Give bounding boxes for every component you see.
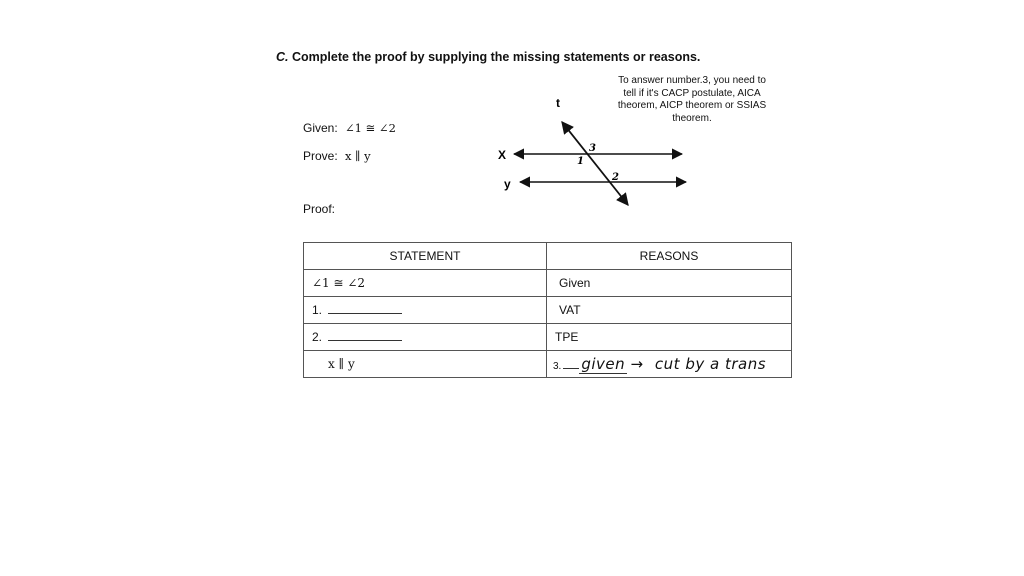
reason-cell	[547, 324, 792, 351]
line-x-label: X	[498, 148, 507, 162]
statement-cell	[304, 297, 547, 324]
given-label: Given:	[303, 121, 338, 135]
parallel-lines-diagram	[490, 92, 700, 217]
statement-cell: ∠1 ≅ ∠2	[304, 270, 547, 297]
note-line: To answer number.3, you need to	[618, 75, 766, 86]
note-line: theorem, AICP theorem or SSIAS	[617, 100, 767, 111]
handwritten-arrow: →	[630, 354, 644, 373]
table-row	[304, 351, 792, 378]
handwritten-answer: cut by a trans	[654, 354, 767, 373]
answer-blank[interactable]	[328, 304, 402, 314]
prove-expr: x ∥ y	[345, 149, 371, 163]
question-heading	[276, 50, 700, 64]
statement-cell	[304, 324, 547, 351]
angle-3-label: 3	[589, 143, 596, 154]
reason-text: Given	[559, 276, 591, 290]
answer-blank[interactable]	[563, 359, 579, 369]
proof-table	[303, 242, 792, 378]
table-row	[304, 297, 792, 324]
note-line: theorem.	[672, 112, 712, 124]
angle-1-label: 1	[577, 156, 584, 167]
reason-text: TPE	[555, 330, 579, 344]
transversal-t	[562, 122, 628, 205]
statement-header: STATEMENT	[304, 243, 547, 270]
prove-statement	[303, 149, 371, 163]
table-header-row	[304, 243, 792, 270]
question-letter: C.	[276, 50, 289, 64]
reasons-header: REASONS	[547, 243, 792, 270]
note-line: tell if it's CACP postulate, AICA	[623, 87, 761, 99]
prove-label: Prove:	[303, 149, 338, 163]
table-row	[304, 270, 792, 297]
handwritten-given: given	[581, 354, 626, 373]
angle-2-label: 2	[612, 172, 619, 183]
reason-cell	[547, 297, 792, 324]
reason-text: VAT	[559, 303, 581, 317]
transversal-label: t	[556, 96, 560, 110]
question-text: Complete the proof by supplying the missing statements or reasons.	[291, 50, 701, 64]
answer-blank[interactable]	[328, 331, 402, 341]
reason-cell	[547, 351, 792, 378]
line-y-label: y	[504, 177, 511, 191]
proof-label: Proof:	[303, 202, 336, 216]
table-row	[304, 324, 792, 351]
given-statement	[303, 121, 396, 135]
statement-number: 1.	[312, 303, 323, 317]
reason-number: 3.	[553, 360, 562, 372]
reason-cell	[547, 270, 792, 297]
given-expr: ∠1 ≅ ∠2	[345, 121, 396, 135]
statement-number: 2.	[312, 330, 323, 344]
statement-cell: x ∥ y	[304, 351, 547, 378]
